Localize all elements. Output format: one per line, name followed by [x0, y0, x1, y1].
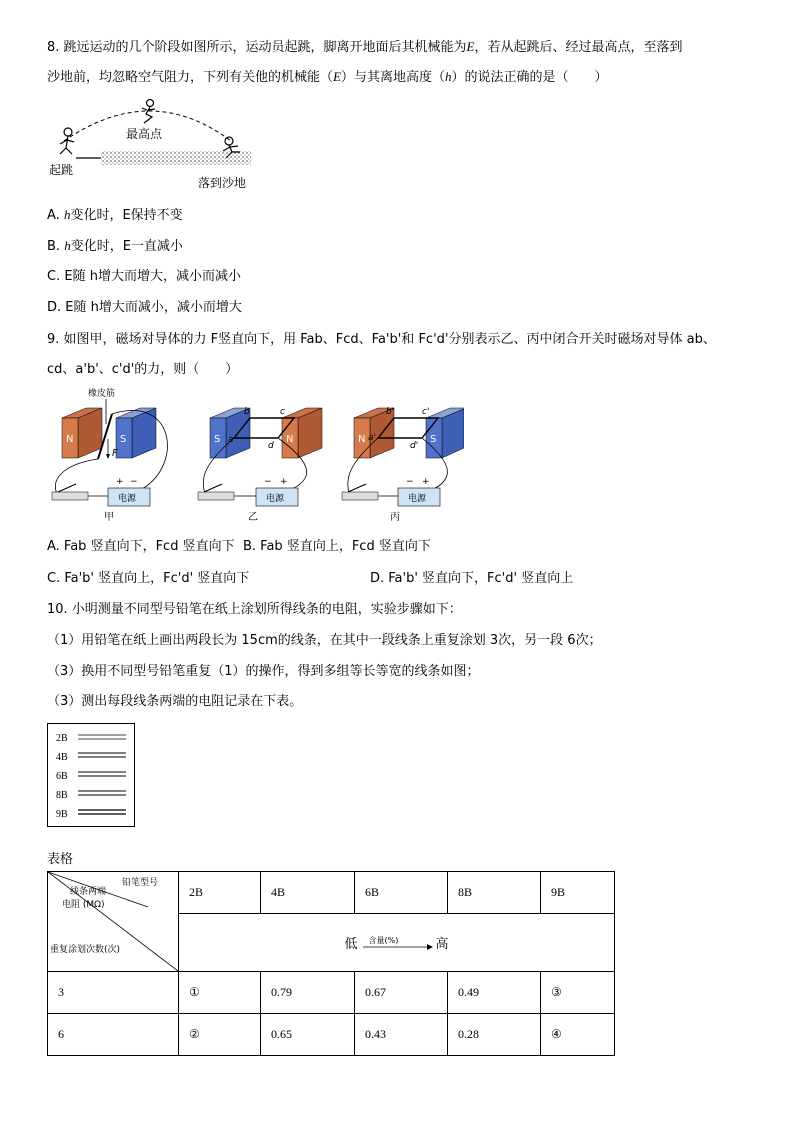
q8-option-a[interactable] [47, 204, 183, 223]
q8-option-c[interactable] [47, 265, 241, 284]
header-8b: 8B [448, 872, 541, 914]
jia-rubber-band: 橡皮筋 [88, 389, 116, 399]
grade-6b: 6B [56, 771, 68, 782]
q8-option-b-letter: B. [47, 239, 61, 254]
cell-4b: 0.65 [261, 1014, 355, 1056]
cell-6b: 0.67 [355, 972, 448, 1014]
bing-power-label: 电源 [408, 494, 427, 504]
long-jump-diagram [46, 96, 266, 191]
yi-power-label: 电源 [266, 494, 285, 504]
q8-stem-text-2b: ）与其离地高度（ [340, 70, 445, 85]
sand-pit [101, 151, 251, 165]
content-arrow-cell [179, 914, 615, 972]
cell-9b: ③ [541, 972, 615, 1014]
cell-2b: ② [179, 1014, 261, 1056]
header-2b: 2B [179, 872, 261, 914]
q8-option-a-var: h [63, 207, 71, 222]
q9-option-d[interactable]: D. Fa'b' 竖直向下，Fc'd' 竖直向上 [370, 571, 574, 586]
arrow-high: 高 [435, 936, 449, 952]
row-count: 6 [48, 1014, 179, 1056]
bing-switch-icon [342, 492, 378, 500]
caption-jia: 甲 [104, 512, 114, 523]
diag-label-resistance-2: 电阻 (MΩ) [62, 900, 105, 910]
q8-option-a-text: 变化时，E保持不变 [70, 208, 183, 223]
q8-option-d[interactable] [47, 296, 242, 315]
bing-pt-d: d' [410, 441, 419, 451]
grade-8b: 8B [56, 790, 68, 801]
label-takeoff: 起跳 [49, 163, 74, 177]
jia-force-F: F [112, 448, 118, 459]
q8-stem-line1 [47, 36, 683, 55]
resistance-table [47, 871, 615, 1056]
caption-bing: 丙 [390, 512, 400, 523]
cell-9b: ④ [541, 1014, 615, 1056]
bing-plus: + [422, 477, 430, 487]
jia-power-label: 电源 [118, 494, 137, 504]
label-peak: 最高点 [126, 127, 163, 141]
bing-pt-a: a' [368, 433, 376, 443]
yi-minus: − [264, 477, 272, 487]
bing-pole-N: N [358, 434, 366, 445]
jumper-takeoff-icon [60, 128, 74, 154]
cell-2b: ① [179, 972, 261, 1014]
yi-switch-icon [198, 492, 234, 500]
diagonal-header-cell [48, 872, 179, 972]
q8-stem-line2 [47, 66, 608, 85]
yi-pt-a: a [228, 435, 234, 445]
q9-stem-line2: cd、a'b'、c'd'的力，则（ ） [47, 362, 239, 377]
q10-stem: 10. 小明测量不同型号铅笔在纸上涂划所得线条的电阻，实验步骤如下： [47, 602, 462, 617]
q8-stem-text-2a: 沙地前，均忽略空气阻力，下列有关他的机械能（ [47, 70, 334, 85]
q8-stem-text-1: 8. 跳远运动的几个阶段如图所示，运动员起跳，脚离开地面后其机械能为 [47, 40, 467, 55]
jia-plus: + [116, 477, 124, 487]
q8-option-b-var: h [64, 238, 71, 253]
q10-step-2: （3）换用不同型号铅笔重复（1）的操作，得到多组等长等宽的线条如图； [47, 664, 480, 679]
q8-option-b-text: 变化时，E一直减小 [70, 239, 183, 254]
grade-2b: 2B [56, 733, 68, 744]
cell-6b: 0.43 [355, 1014, 448, 1056]
jia-pole-S: S [120, 434, 127, 445]
q8-option-c-letter: C. [47, 269, 61, 284]
q8-option-c-text: E随 h增大而增大，减小而减小 [64, 269, 241, 284]
magnet-figure [44, 384, 464, 524]
caption-yi: 乙 [248, 512, 258, 523]
q9-option-a[interactable]: A. Fab 竖直向下，Fcd 竖直向下 [47, 539, 235, 554]
yi-pole-N: N [286, 434, 294, 445]
arrow-label: 含量(%) [368, 935, 399, 945]
diag-label-count: 重复涂划次数(次) [50, 945, 121, 955]
diag-label-pencil: 铅笔型号 [122, 878, 159, 888]
bing-pt-b: b' [386, 407, 395, 417]
figure-jia [52, 387, 167, 523]
q8-option-b[interactable] [47, 235, 183, 254]
q9-stem-line1: 9. 如图甲，磁场对导体的力 F竖直向下，用 Fab、Fcd、Fa'b'和 Fc'd'分别表示乙、丙中闭合开关时磁场对导体 ab、 [47, 332, 716, 347]
pencil-lines-figure [47, 723, 135, 827]
yi-plus: + [280, 477, 288, 487]
q8-option-d-letter: D. [47, 300, 62, 315]
table-row [48, 972, 615, 1014]
cell-8b: 0.49 [448, 972, 541, 1014]
cell-4b: 0.79 [261, 972, 355, 1014]
yi-pole-S: S [214, 434, 221, 445]
arrow-low: 低 [344, 936, 358, 952]
grade-9b: 9B [56, 809, 68, 820]
grade-4b: 4B [56, 752, 68, 763]
q8-stem-text-1b: ，若从起跳后、经过最高点，至落到 [474, 40, 683, 55]
jia-switch-icon [52, 492, 88, 500]
diag-label-resistance-1: 线条两端 [70, 887, 107, 897]
bing-pt-c: c' [422, 407, 430, 417]
q8-var-E-2: E [333, 69, 341, 84]
table-header-row [48, 872, 615, 914]
q8-option-a-letter: A. [47, 208, 60, 223]
jia-pole-N: N [66, 434, 74, 445]
cell-8b: 0.28 [448, 1014, 541, 1056]
q8-var-h: h [444, 69, 452, 84]
header-4b: 4B [261, 872, 355, 914]
q8-var-E: E [466, 39, 475, 54]
q8-stem-text-2c: ）的说法正确的是（ ） [451, 70, 608, 85]
figure-bing [342, 407, 464, 523]
pencil-lines-diagram [48, 724, 134, 826]
magnet-diagrams [44, 384, 464, 524]
table-caption: 表格 [47, 852, 74, 867]
q9-option-b[interactable]: B. Fab 竖直向上，Fcd 竖直向下 [243, 539, 431, 554]
yi-pt-c: c [280, 407, 285, 417]
header-9b: 9B [541, 872, 615, 914]
yi-pt-b: b [244, 407, 250, 417]
header-6b: 6B [355, 872, 448, 914]
figure-yi [198, 407, 322, 523]
table-row [48, 1014, 615, 1056]
jia-minus: − [130, 477, 138, 487]
label-land: 落到沙地 [198, 176, 247, 190]
diagonal-header [48, 872, 178, 971]
row-count: 3 [48, 972, 179, 1014]
q10-step-1: （1）用铅笔在纸上画出两段长为 15cm的线条，在其中一段线条上重复涂划 3次，另一段 6次； [47, 633, 602, 648]
q9-option-c[interactable]: C. Fa'b' 竖直向上，Fc'd' 竖直向下 [47, 571, 250, 586]
bing-minus: − [406, 477, 414, 487]
yi-pt-d: d [268, 441, 274, 451]
content-arrow [361, 937, 433, 953]
bing-pole-S: S [430, 434, 437, 445]
q10-step-3: （3）测出每段线条两端的电阻记录在下表。 [47, 694, 303, 709]
long-jump-figure [46, 96, 266, 191]
q8-option-d-text: E随 h增大而减小，减小而增大 [65, 300, 242, 315]
arrow-right-icon [361, 937, 433, 953]
